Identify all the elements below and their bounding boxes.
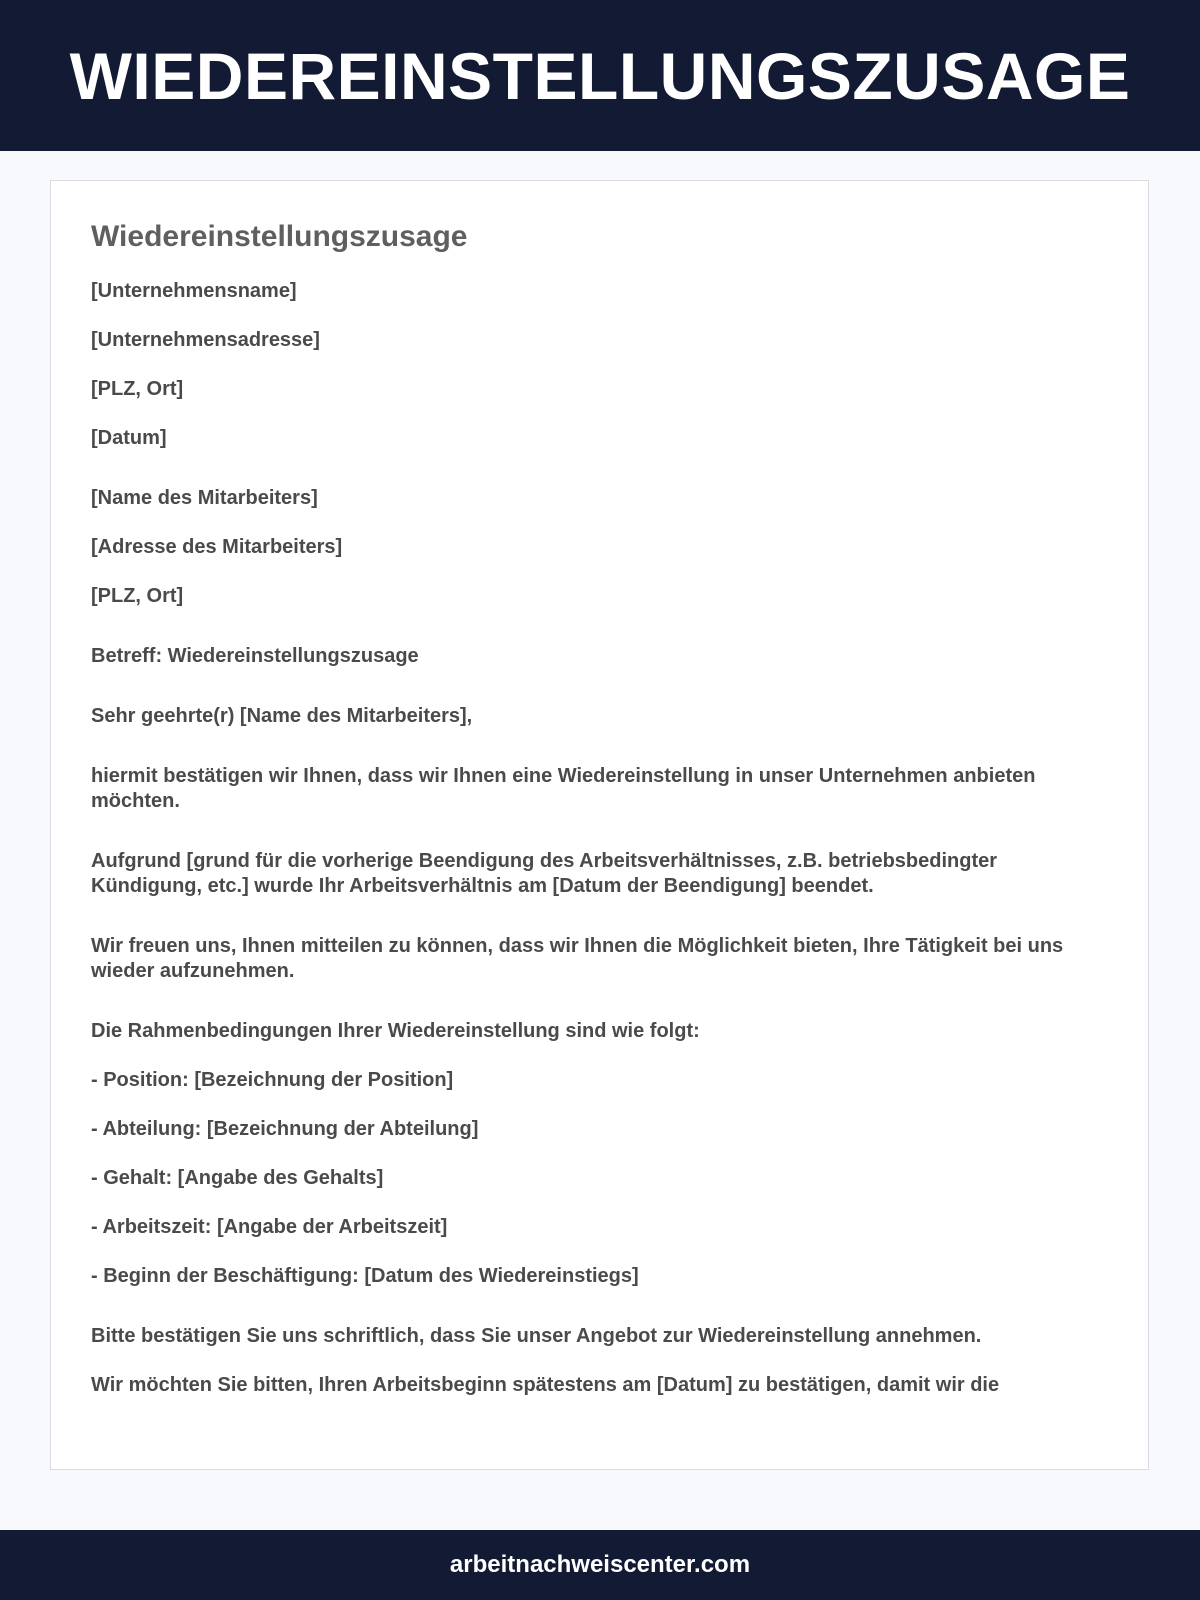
condition-working-hours: - Arbeitszeit: [Angabe der Arbeitszeit] xyxy=(91,1216,448,1238)
document-title: Wiedereinstellungszusage xyxy=(91,220,468,253)
condition-position: - Position: [Bezeichnung der Position] xyxy=(91,1069,454,1091)
closing-start-confirmation: Wir möchten Sie bitten, Ihren Arbeitsbeginn spätestens am [Datum] zu bestätigen, damit wir die xyxy=(91,1374,1000,1396)
condition-start-date: - Beginn der Beschäftigung: [Datum des Wiedereinstiegs] xyxy=(91,1265,639,1287)
paragraph-termination: Aufgrund [grund für die vorherige Beendigung des Arbeitsverhältnisses, z.B. betriebsbedingter Kündigung, etc.] wurde Ihr Arbeitsverhältnis am [Datum der Beendigung] beendet. xyxy=(91,850,998,897)
page-title: WIEDEREINSTELLUNGSZUSAGE xyxy=(69,38,1131,113)
salutation: Sehr geehrte(r) [Name des Mitarbeiters], xyxy=(91,705,473,727)
footer-bar xyxy=(0,1530,1200,1600)
document-card xyxy=(50,180,1149,1470)
sender-date: [Datum] xyxy=(91,427,167,449)
condition-department: - Abteilung: [Bezeichnung der Abteilung] xyxy=(91,1118,479,1140)
recipient-name: [Name des Mitarbeiters] xyxy=(91,487,318,509)
sender-zip-city: [PLZ, Ort] xyxy=(91,378,184,400)
sender-company: [Unternehmensname] xyxy=(91,280,297,302)
paragraph-conditions-intro: Die Rahmenbedingungen Ihrer Wiedereinstellung sind wie folgt: xyxy=(91,1020,700,1042)
document-body xyxy=(51,181,1148,1398)
recipient-zip-city: [PLZ, Ort] xyxy=(91,585,184,607)
header-banner xyxy=(0,0,1200,151)
paragraph-offer: hiermit bestätigen wir Ihnen, dass wir Ihnen eine Wiedereinstellung in unser Unternehmen anbieten möchten. xyxy=(91,765,1036,812)
subject-line: Betreff: Wiedereinstellungszusage xyxy=(91,645,419,667)
footer-site: arbeitnachweiscenter.com xyxy=(449,1551,751,1578)
sender-address: [Unternehmensadresse] xyxy=(91,329,320,351)
paragraph-opportunity: Wir freuen uns, Ihnen mitteilen zu können, dass wir Ihnen die Möglichkeit bieten, Ihre Tätigkeit bei uns wieder aufzunehmen. xyxy=(91,935,1064,982)
condition-salary: - Gehalt: [Angabe des Gehalts] xyxy=(91,1167,384,1189)
recipient-address: [Adresse des Mitarbeiters] xyxy=(91,536,343,558)
closing-confirm-request: Bitte bestätigen Sie uns schriftlich, dass Sie unser Angebot zur Wiedereinstellung annehmen. xyxy=(91,1325,982,1347)
